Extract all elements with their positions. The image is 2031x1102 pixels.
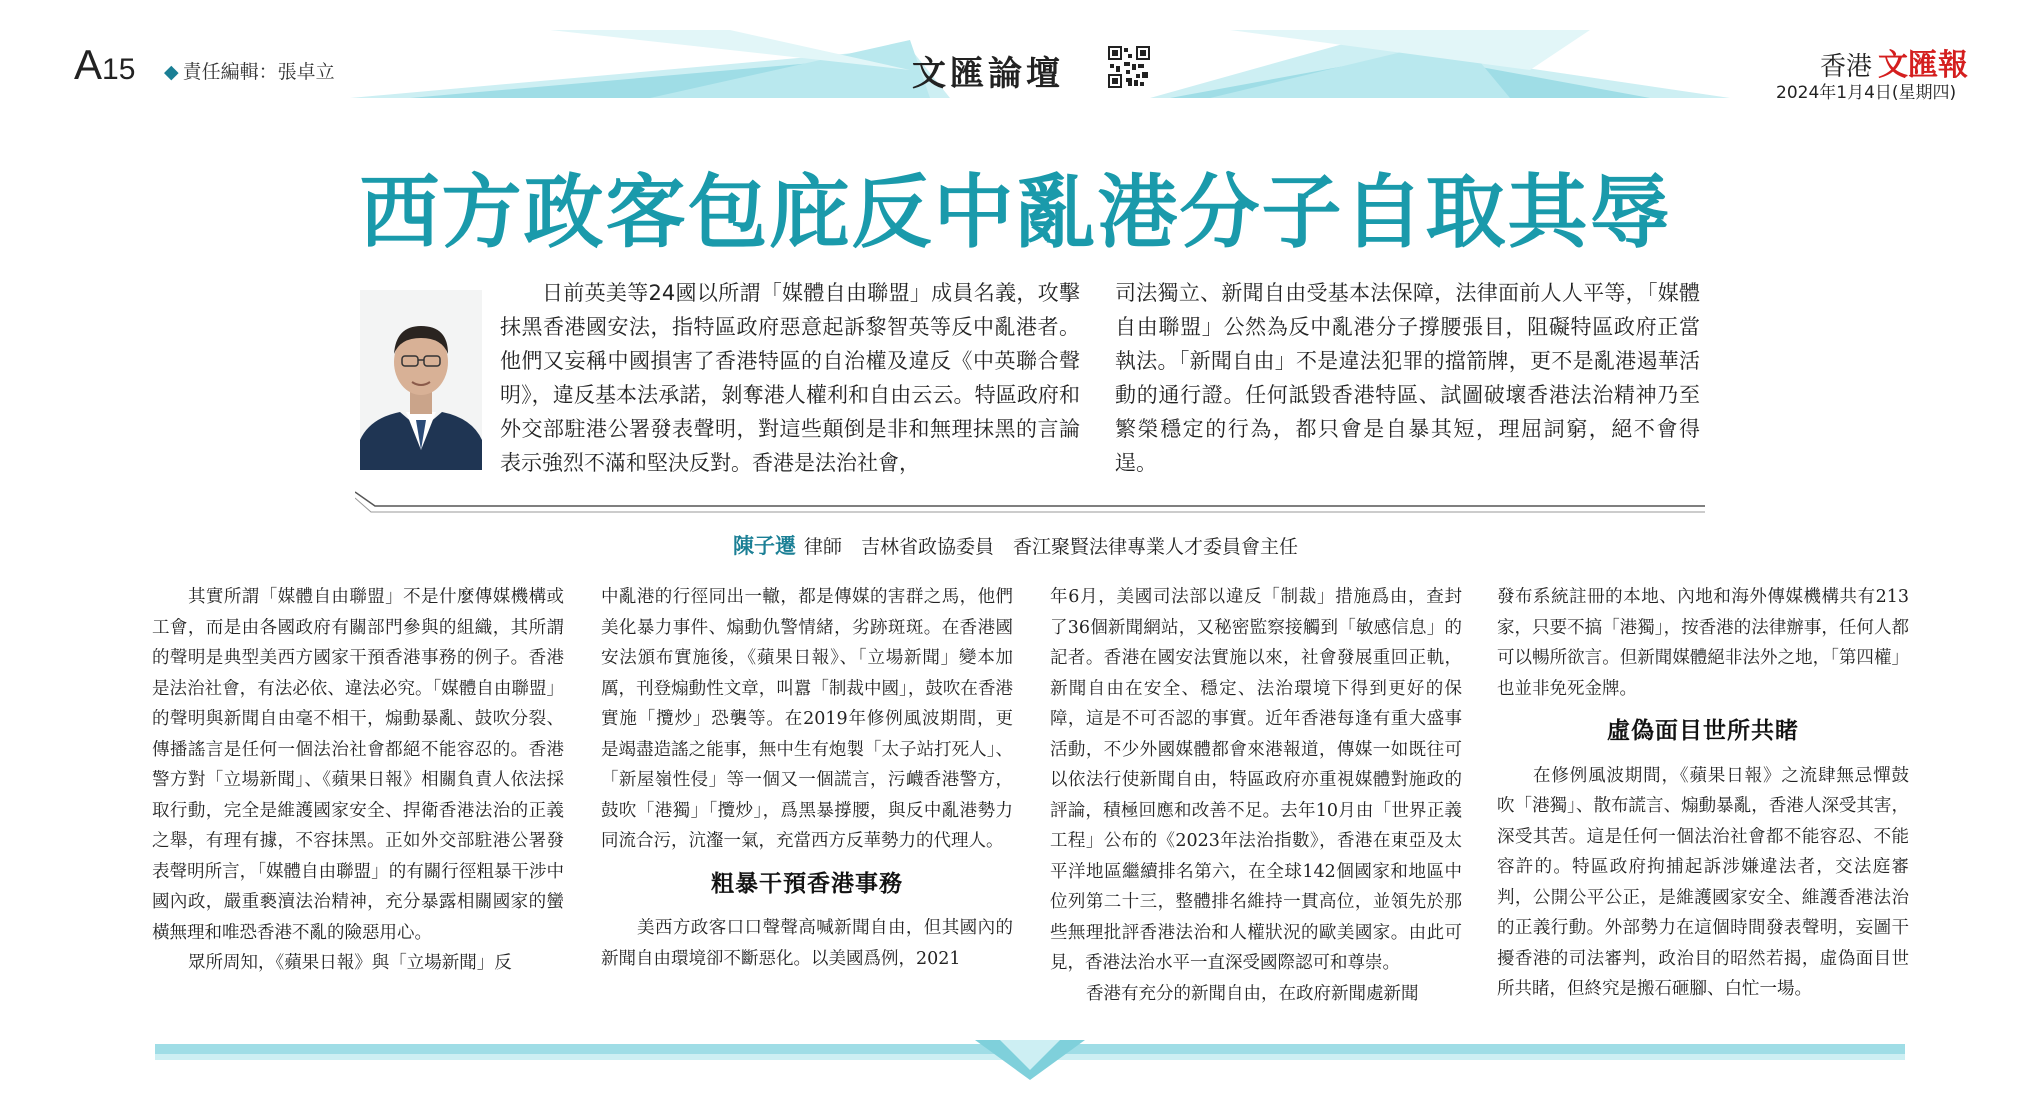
footer-decoration: [155, 1040, 1905, 1080]
body-column-2: [601, 582, 1013, 974]
body-paragraph: 發布系統註冊的本地、內地和海外傳媒機構共有213家，只要不搞「港獨」，按香港的法律辦事，任何人都可以暢所欲言。但新聞媒體絕非法外之地，「第四權」也並非免死金牌。: [1497, 587, 1909, 699]
body-paragraph: 眾所周知，《蘋果日報》與「立場新聞」反: [188, 953, 512, 973]
body-paragraph: 年6月，美國司法部以違反「制裁」措施爲由，查封了36個新聞網站，又秘密監察接觸到「敏感信息」的記者。香港在國安法實施以來，社會發展重回正軌，新聞自由在安全、穩定、法治環境下得到更好的保障，這是不可否認的事實。近年香港每逢有重大盛事活動，不少外國媒體都會來港報道，傳媒一如既往可以依法行使新聞自由，特區政府亦重視媒體對施政的評論，積極回應和改善不足。去年10月由「世界正義工程」公布的《2023年法治指數》，香港在東亞及太平洋地區繼續排名第六，在全球142個國家和地區中位列第二十三，整體排名維持一貫高位，並領先於那些無理批評香港法治和人權狀況的歐美國家。由此可見，香港法治水平一直深受國際認可和尊崇。: [1050, 587, 1462, 973]
body-paragraph: 香港有充分的新聞自由，在政府新聞處新聞: [1086, 983, 1419, 1004]
author-titles: 律師 吉林省政協委員 香江聚賢法律專業人才委員會主任: [803, 536, 1298, 558]
intro-paragraph-1: 日前英美等24國以所謂「媒體自由聯盟」成員名義，攻擊抹黑香港國安法，指特區政府惡意起訴黎智英等反中亂港者。他們又妄稱中國損害了香港特區的自治權及違反《中英聯合聲明》，違反基本法承諾，剝奪港人權利和自由云云。特區政府和外交部駐港公署發表聲明，對這些顛倒是非和無理抹黑的言論表示強烈不滿和堅決反對。香港是法治社會，: [500, 281, 1080, 475]
page-number: A15: [74, 41, 136, 88]
body-paragraph: 中亂港的行徑同出一轍，都是傳媒的害群之馬，他們美化暴力事件、煽動仇警情緒，劣跡斑斑。在香港國安法頒布實施後，《蘋果日報》、「立場新聞」變本加厲，刊登煽動性文章，叫囂「制裁中國」，鼓吹在香港實施「攬炒」恐襲等。在2019年修例風波期間，更是竭盡造謠之能事，無中生有炮製「太子站打死人」、「新屋嶺性侵」等一個又一個謊言，污衊香港警方，鼓吹「港獨」「攬炒」，爲黑暴撐腰，與反中亂港勢力同流合污，沆瀣一氣，充當西方反華勢力的代理人。: [601, 587, 1013, 851]
body-paragraph: 其實所謂「媒體自由聯盟」不是什麼傳媒機構或工會，而是由各國政府有關部門參與的組織，其所謂的聲明是典型美西方國家干預香港事務的例子。香港是法治社會，有法必依、違法必究。「媒體自由聯盟」的聲明與新聞自由毫不相干，煽動暴亂、鼓吹分裂、傳播謠言是任何一個法治社會都絕不能容忍的。香港警方對「立場新聞」、《蘋果日報》相關負責人依法採取行動，完全是維護國家安全、捍衛香港法治的正義之舉，有理有據，不容抹黑。正如外交部駐港公署發表聲明所言，「媒體自由聯盟」的有關行徑粗暴干涉中國內政，嚴重褻瀆法治精神，充分暴露相關國家的蠻橫無理和唯恐香港不亂的險惡用心。: [152, 587, 564, 943]
headline: 西方政客包庇反中亂港分子自取其辱: [359, 165, 1672, 259]
qr-code-icon[interactable]: [1108, 46, 1150, 88]
section-name: 文匯論壇: [912, 54, 1064, 94]
author-portrait: [360, 290, 482, 470]
newspaper-brand: 香港 文匯報: [1820, 48, 1969, 83]
issue-date: 2024年1月4日(星期四): [1776, 83, 1957, 103]
editor-credit: ◆ 責任編輯：張卓立: [164, 61, 335, 83]
author-name: 陳子遷: [732, 534, 796, 558]
body-column-4: [1497, 582, 1909, 1005]
diamond-icon: ◆: [164, 61, 179, 83]
subheading-1: 粗暴干預香港事務: [711, 870, 903, 897]
intro-paragraph-2: 司法獨立、新聞自由受基本法保障，法律面前人人平等，「媒體自由聯盟」公然為反中亂港分子撐腰張目，阻礙特區政府正當執法。「新聞自由」不是違法犯罪的擋箭牌，更不是亂港遏華活動的通行證。任何詆毀香港特區、試圖破壞香港法治精神乃至繁榮穩定的行為，都只會是自暴其短，理屈詞窮，絕不會得逞。: [1115, 281, 1700, 475]
intro-divider: [355, 490, 1705, 520]
body-paragraph: 美西方政客口口聲聲高喊新聞自由，但其國內的新聞自由環境卻不斷惡化。以美國爲例，2021: [601, 918, 1013, 969]
author-byline: [0, 530, 2031, 560]
newspaper-logo: 文匯報: [1878, 48, 1969, 83]
subheading-2: 虛偽面目世所共睹: [1607, 718, 1799, 744]
body-paragraph: 在修例風波期間，《蘋果日報》之流肆無忌憚鼓吹「港獨」、散布謊言、煽動暴亂，香港人深受其害，深受其苦。這是任何一個法治社會都不能容忍、不能容許的。特區政府拘捕起訴涉嫌違法者，交法庭審判，公開公平公正，是維護國家安全、維護香港法治的正義行動。外部勢力在這個時間發表聲明，妄圖干擾香港的司法審判，政治目的昭然若揭，虛偽面目世所共睹，但終究是搬石砸腳、白忙一場。: [1497, 765, 1909, 999]
body-column-3: [1050, 582, 1462, 1009]
body-column-1: [152, 582, 564, 979]
